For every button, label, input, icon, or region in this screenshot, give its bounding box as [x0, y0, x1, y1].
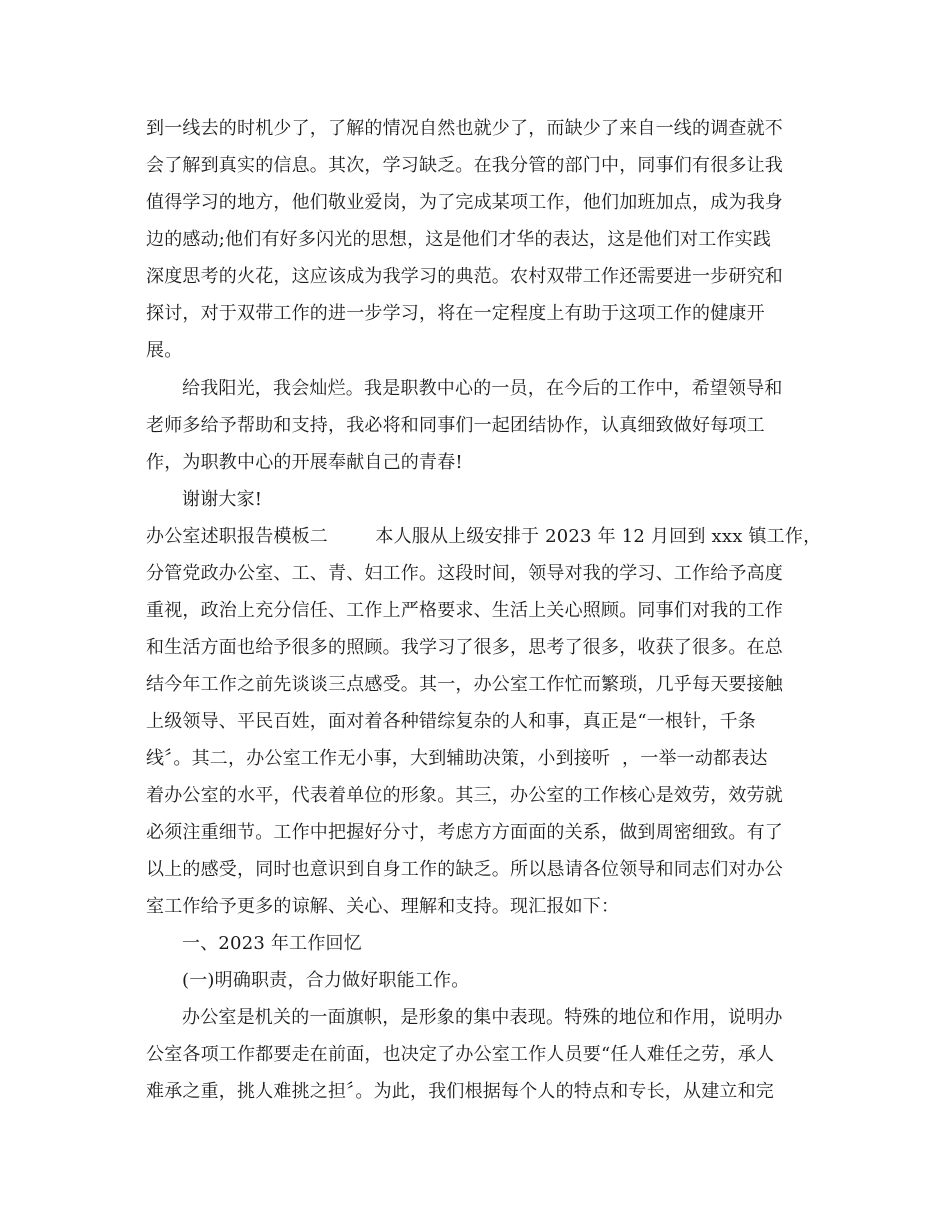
- text-line: 重视，政治上充分信任、工作上严格要求、生活上关心照顾。同事们对我的工作: [146, 600, 783, 621]
- text-line: 着办公室的水平，代表着单位的形象。其三，办公室的工作核心是效劳，效劳就: [146, 785, 783, 806]
- text-line: 结今年工作之前先谈谈三点感受。其一，办公室工作忙而繁琐，几乎每天要接触: [146, 674, 783, 695]
- text-line: 深度思考的火花，这应该成为我学习的典范。农村双带工作还需要进一步研究和: [146, 266, 783, 287]
- text-line: 难承之重，挑人难挑之担〞。为此，我们根据每个人的特点和专长，从建立和完: [146, 1081, 774, 1102]
- text-line: 给我阳光，我会灿烂。我是职教中心的一员，在今后的工作中，希望领导和: [182, 378, 783, 399]
- text-line: 探讨，对于双带工作的进一步学习，将在一定程度上有助于这项工作的健康开: [146, 303, 765, 324]
- subheading-line: (一)明确职责，合力做好职能工作。: [182, 970, 470, 991]
- text-line: 上级领导、平民百姓，面对着各种错综复杂的人和事，真正是“一根针，千条: [146, 711, 756, 732]
- text-line: 办公室是机关的一面旗帜，是形象的集中表现。特殊的地位和作用，说明办: [182, 1007, 783, 1028]
- text-line: 以上的感受，同时也意识到自身工作的缺乏。所以恳请各位领导和同志们对办公: [146, 859, 783, 880]
- text-line: 作，为职教中心的开展奉献自己的青春!: [146, 452, 463, 473]
- text-line: 边的感动;他们有好多闪光的思想，这是他们才华的表达，这是他们对工作实践: [146, 229, 772, 250]
- text-line: 公室各项工作都要走在前面，也决定了办公室工作人员要“任人难任之劳，承人: [146, 1044, 775, 1065]
- text-line: 展。: [146, 340, 183, 361]
- section-heading-line: 办公室述职报告模板二 本人服从上级安排于 2023 年 12 月回到 xxx 镇工作，: [146, 526, 822, 547]
- subheading-line: 一、2023 年工作回忆: [182, 933, 362, 954]
- text-line: 到一线去的时机少了，了解的情况自然也就少了，而缺少了来自一线的调查就不: [146, 118, 783, 139]
- text-line: 和生活方面也给予很多的照顾。我学习了很多，思考了很多，收获了很多。在总: [146, 637, 783, 658]
- text-line: 线〞。其二，办公室工作无小事，大到辅助决策，小到接听 ，一举一动都表达: [146, 748, 768, 769]
- text-line: 谢谢大家!: [182, 489, 263, 510]
- text-line: 室工作给予更多的谅解、关心、理解和支持。现汇报如下：: [146, 896, 620, 917]
- text-line: 老师多给予帮助和支持，我必将和同事们一起团结协作，认真细致做好每项工: [146, 415, 765, 436]
- text-line: 分管党政办公室、工、青、妇工作。这段时间，领导对我的学习、工作给予高度: [146, 563, 783, 584]
- text-line: 必须注重细节。工作中把握好分寸，考虑方方面面的关系，做到周密细致。有了: [146, 822, 783, 843]
- text-line: 值得学习的地方，他们敬业爱岗，为了完成某项工作，他们加班加点，成为我身: [146, 192, 783, 213]
- text-line: 会了解到真实的信息。其次，学习缺乏。在我分管的部门中，同事们有很多让我: [146, 155, 783, 176]
